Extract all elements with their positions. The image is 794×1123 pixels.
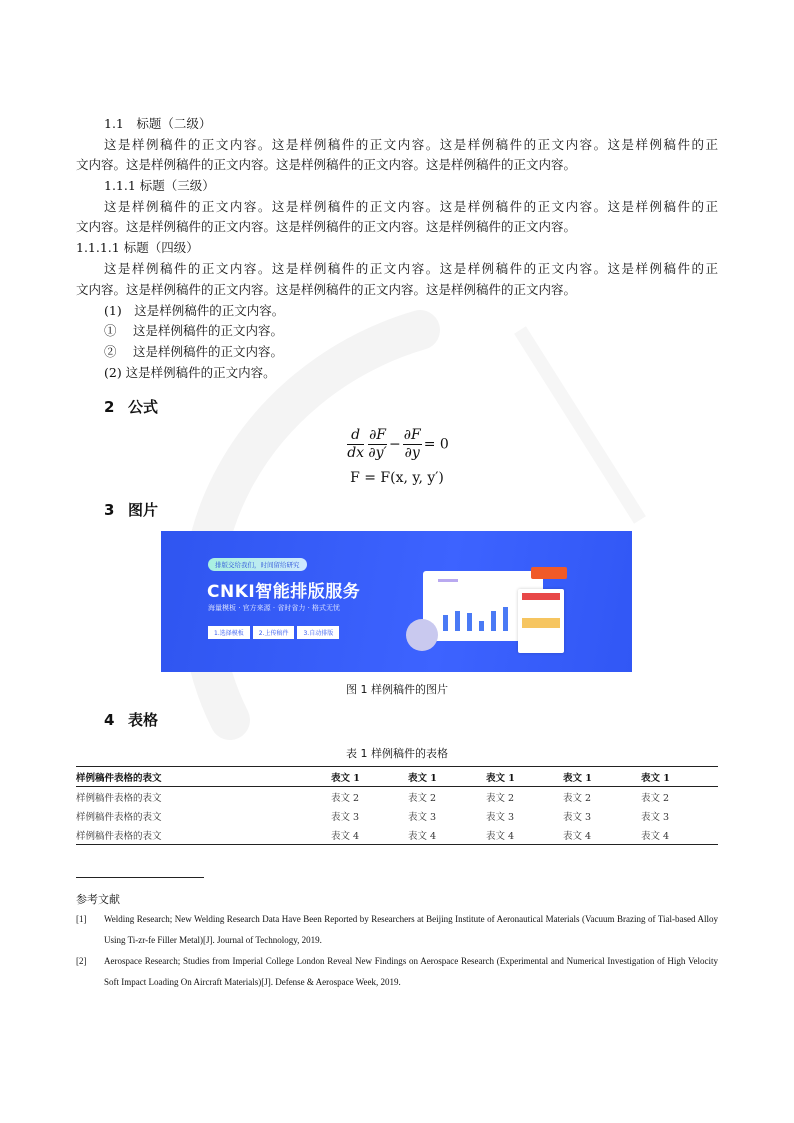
banner-title: CNKI智能排版服务	[207, 582, 361, 602]
figure-caption: 图 1 样例稿件的图片	[346, 683, 448, 696]
references-title: 参考文献	[76, 893, 120, 906]
heading-1-1: 1.1 标题（二级）	[104, 116, 212, 131]
table-cell: 表文 4	[408, 825, 486, 845]
heading-figure	[104, 499, 158, 520]
table-cell: 样例稿件表格的表文	[76, 825, 331, 845]
heading-1-1-1: 1.1.1 标题（三级）	[104, 178, 215, 193]
reference-label: [1]	[76, 914, 87, 924]
minus-sign: −	[389, 436, 401, 453]
fraction-num: d	[347, 427, 364, 445]
table-row	[76, 825, 718, 845]
table-cell: 表文 2	[563, 792, 592, 804]
section-number: 4	[104, 711, 115, 729]
paragraph-line: 文内容。这是样例稿件的正文内容。这是样例稿件的正文内容。这是样例稿件的正文内容。	[76, 282, 577, 297]
paragraph-line: 这是样例稿件的正文内容。这是样例稿件的正文内容。这是样例稿件的正文内容。这是样例稿件的正	[104, 137, 718, 152]
table-header-cell: 表文 1	[408, 767, 486, 787]
fraction-den: ∂y′	[368, 445, 387, 461]
formula-euler-lagrange	[0, 427, 794, 462]
sample-table	[76, 766, 718, 845]
document-illustration	[518, 589, 564, 653]
table-cell: 表文 4	[641, 825, 718, 845]
table-cell: 表文 2	[331, 792, 360, 804]
section-number: 2	[104, 398, 115, 416]
paragraph-line: 文内容。这是样例稿件的正文内容。这是样例稿件的正文内容。这是样例稿件的正文内容。	[76, 219, 577, 234]
list-item: (1) 这是样例稿件的正文内容。	[104, 303, 285, 318]
list-item: (2) 这是样例稿件的正文内容。	[104, 365, 276, 380]
table-header-cell: 表文 1	[641, 767, 718, 787]
reference-item	[76, 951, 718, 993]
banner-step: 2.上传稿件	[253, 626, 295, 639]
table-row	[76, 787, 718, 807]
table-header-cell: 表文 1	[563, 767, 641, 787]
table-cell: 表文 2	[408, 792, 437, 804]
table-header-row	[76, 767, 718, 787]
table-cell: 表文 2	[486, 792, 515, 804]
table-header-cell: 表文 1	[331, 767, 408, 787]
reference-text: Welding Research; New Welding Research Data Have Been Reported by Researchers at Beijing Institute of Aeronautical Materials (Vacuum Brazing of Tial-based Alloy Using Ti-zr-fe Filler Metal)[J]. Journal of Technology, 2019.	[104, 914, 718, 945]
banner-bubble: 排版交给我们，时间留给研究	[208, 558, 307, 571]
section-title: 公式	[128, 398, 159, 416]
reference-item	[76, 909, 718, 951]
heading-table	[104, 709, 158, 730]
section-title: 表格	[128, 711, 159, 729]
list-item: ① 这是样例稿件的正文内容。	[104, 323, 283, 338]
paragraph-line: 这是样例稿件的正文内容。这是样例稿件的正文内容。这是样例稿件的正文内容。这是样例稿件的正	[104, 261, 718, 276]
table-cell: 样例稿件表格的表文	[76, 811, 162, 823]
banner-subtitle: 海量模板 · 官方来源 · 省时省力 · 格式无忧	[208, 604, 341, 612]
banner-step: 1.选择模板	[208, 626, 250, 639]
table-row	[76, 806, 718, 825]
fraction-den: ∂y	[404, 445, 420, 461]
heading-formula	[104, 396, 158, 417]
section-number: 3	[104, 501, 115, 519]
table-header-cell: 样例稿件表格的表文	[76, 767, 331, 787]
formula-definition: F = F(x, y, y′)	[350, 470, 444, 486]
table-cell: 表文 4	[331, 825, 408, 845]
shield-icon	[406, 619, 438, 651]
list-item: ② 这是样例稿件的正文内容。	[104, 344, 283, 359]
reference-text: Aerospace Research; Studies from Imperial College London Reveal New Findings on Aerospace Research (Experimental and Numerical Investigation of High Velocity Soft Impact Loading On Aircraft Materials)[J]. Defense & Aerospace Week, 2019.	[104, 956, 718, 987]
table-cell: 表文 4	[563, 825, 641, 845]
paragraph-line: 文内容。这是样例稿件的正文内容。这是样例稿件的正文内容。这是样例稿件的正文内容。	[76, 157, 577, 172]
table-cell: 表文 2	[641, 792, 670, 804]
fraction-num: ∂F	[403, 427, 421, 443]
table-cell: 表文 3	[408, 811, 437, 823]
table-cell: 表文 3	[563, 811, 592, 823]
message-icon	[531, 567, 567, 579]
banner-step: 3.自动排版	[297, 626, 339, 639]
banner-steps	[208, 626, 339, 639]
fraction-num: ∂F	[369, 427, 387, 443]
table-cell: 样例稿件表格的表文	[76, 792, 162, 804]
fraction-den: dx	[347, 445, 365, 461]
equals-zero: = 0	[423, 436, 449, 453]
heading-1-1-1-1: 1.1.1.1 标题（四级）	[76, 240, 199, 255]
table-caption: 表 1 样例稿件的表格	[346, 747, 448, 760]
reference-label: [2]	[76, 956, 87, 966]
footnote-rule	[76, 877, 204, 878]
table-header-cell: 表文 1	[486, 767, 563, 787]
table-cell: 表文 3	[486, 811, 515, 823]
table-cell: 表文 3	[641, 811, 670, 823]
table-cell: 表文 3	[331, 811, 360, 823]
table-cell: 表文 4	[486, 825, 563, 845]
paragraph-line: 这是样例稿件的正文内容。这是样例稿件的正文内容。这是样例稿件的正文内容。这是样例稿件的正	[104, 199, 718, 214]
section-title: 图片	[128, 501, 159, 519]
cnki-banner-image	[161, 531, 632, 672]
